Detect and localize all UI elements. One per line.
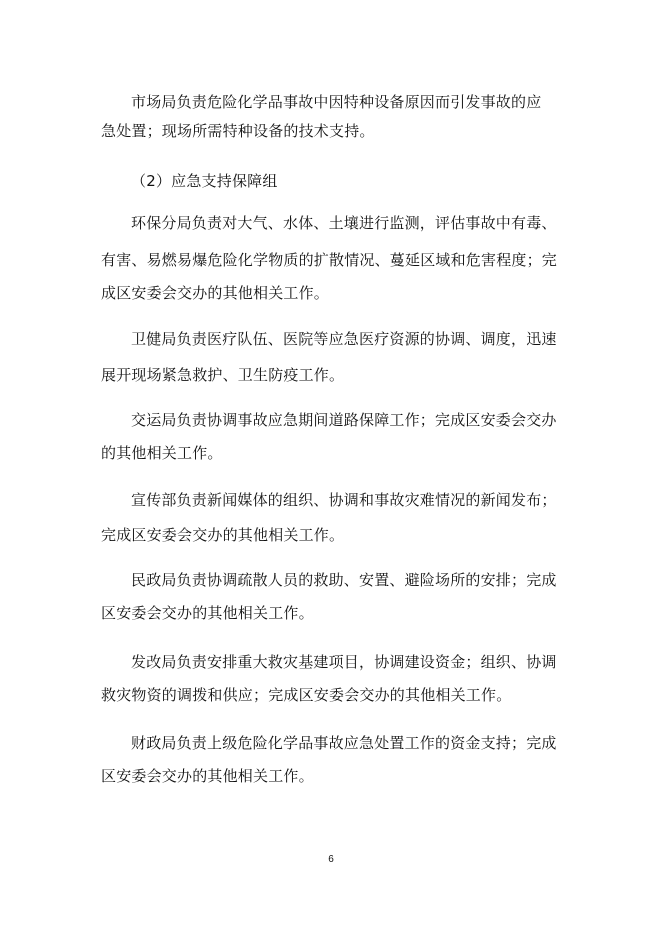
paragraph-ndrc-line-2: 救灾物资的调拨和供应；完成区安委会交办的其他相关工作。	[101, 686, 512, 704]
paragraph-publicity-line-2: 完成区安委会交办的其他相关工作。	[101, 526, 345, 544]
paragraph-civil-line-1: 民政局负责协调疏散人员的救助、安置、避险场所的安排；完成	[131, 571, 557, 589]
paragraph-env-line-3: 成区安委会交办的其他相关工作。	[101, 284, 330, 302]
paragraph-env-line-1: 环保分局负责对大气、水体、土壤进行监测，评估事故中有毒、	[131, 214, 557, 232]
paragraph-publicity-line-1: 宣传部负责新闻媒体的组织、协调和事故灾难情况的新闻发布；	[131, 491, 557, 509]
paragraph-health-line-2: 展开现场紧急救护、卫生防疫工作。	[101, 366, 345, 384]
section-heading: （2）应急支持保障组	[131, 172, 278, 190]
paragraph-civil-line-2: 区安委会交办的其他相关工作。	[101, 604, 314, 622]
paragraph-finance-line-1: 财政局负责上级危险化学品事故应急处置工作的资金支持；完成	[131, 734, 557, 752]
paragraph-market-line-2: 急处置；现场所需特种设备的技术支持。	[101, 122, 375, 140]
paragraph-env-line-2: 有害、易燃易爆危险化学物质的扩散情况、蔓延区域和危害程度；完	[101, 251, 558, 269]
paragraph-ndrc-line-1: 发改局负责安排重大救灾基建项目，协调建设资金；组织、协调	[131, 653, 557, 671]
paragraph-transport-line-1: 交运局负责协调事故应急期间道路保障工作；完成区安委会交办	[131, 411, 557, 429]
page-number: 6	[328, 854, 334, 865]
paragraph-health-line-1: 卫健局负责医疗队伍、医院等应急医疗资源的协调、调度，迅速	[131, 330, 557, 348]
paragraph-finance-line-2: 区安委会交办的其他相关工作。	[101, 767, 314, 785]
paragraph-market-line-1: 市场局负责危险化学品事故中因特种设备原因而引发事故的应	[131, 93, 542, 111]
paragraph-transport-line-2: 的其他相关工作。	[101, 444, 223, 462]
